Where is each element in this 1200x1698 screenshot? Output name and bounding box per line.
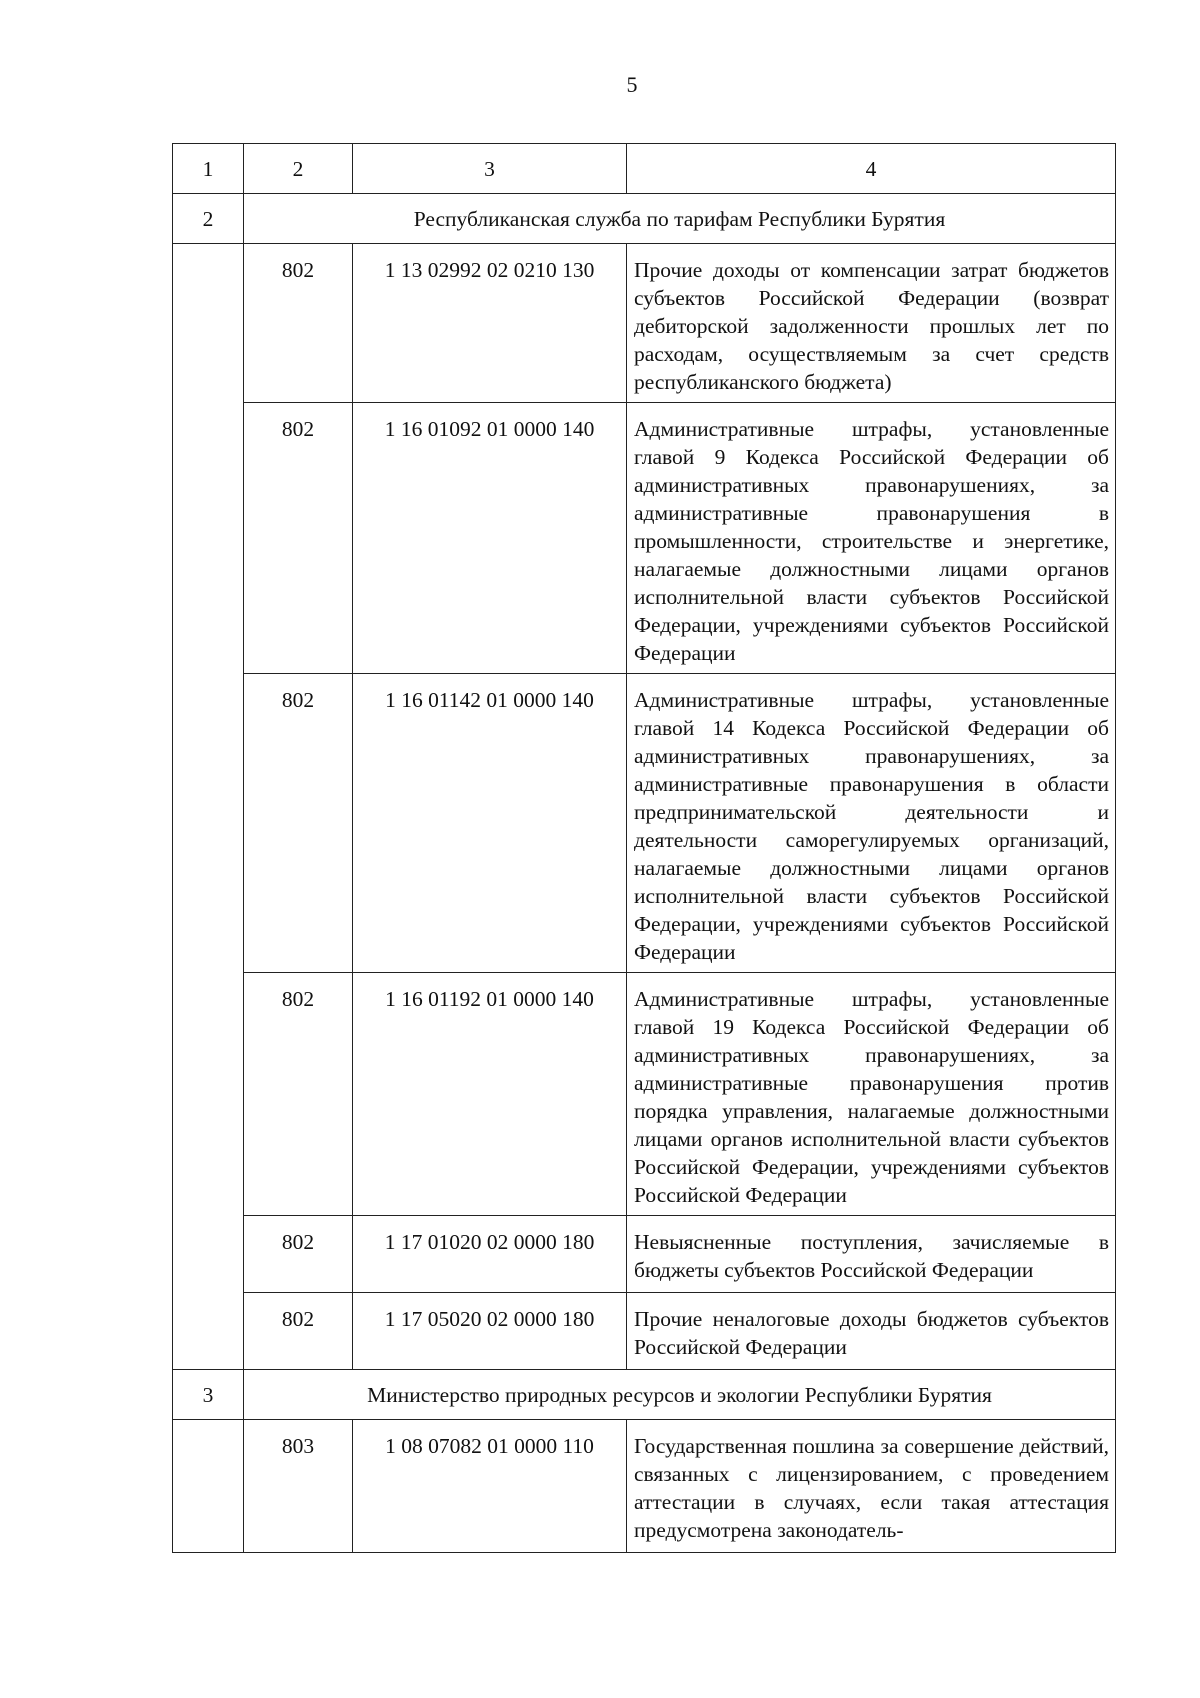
- revenue-description: Административные штрафы, установленные главой 9 Кодекса Российской Федерации об административных правонарушениях, за административные правонарушения в промышленности, строительстве и энергетике, налагаемые должностными лицами органов исполнительной власти субъектов Российской Федерации, учреждениями субъектов Российской Федерации: [627, 403, 1116, 674]
- admin-code: 802: [244, 403, 353, 674]
- admin-code: 802: [244, 1216, 353, 1293]
- header-col-2: 2: [244, 144, 353, 194]
- section-title: Республиканская служба по тарифам Республики Бурятия: [244, 194, 1116, 244]
- table-row: [173, 244, 1116, 403]
- section-number: 3: [173, 1370, 244, 1420]
- revenue-description: Прочие неналоговые доходы бюджетов субъектов Российской Федерации: [627, 1293, 1116, 1370]
- admin-code: 802: [244, 1293, 353, 1370]
- revenue-code: 1 17 01020 02 0000 180: [353, 1216, 627, 1293]
- revenue-description: Административные штрафы, установленные главой 14 Кодекса Российской Федерации об административных правонарушениях, за административные правонарушения в области предпринимательской деятельности и деятельности саморегулируемых организаций, налагаемые должностными лицами органов исполнительной власти субъектов Российской Федерации, учреждениями субъектов Российской Федерации: [627, 674, 1116, 973]
- table-row: [173, 1420, 1116, 1553]
- section-row: [173, 1370, 1116, 1420]
- admin-code: 802: [244, 973, 353, 1216]
- revenue-code: 1 08 07082 01 0000 110: [353, 1420, 627, 1553]
- admin-code: 803: [244, 1420, 353, 1553]
- section-number: 2: [173, 194, 244, 244]
- section-spacer-cell: [173, 244, 244, 1370]
- revenue-description: Невыясненные поступления, зачисляемые в бюджеты субъектов Российской Федерации: [627, 1216, 1116, 1293]
- revenue-description: Государственная пошлина за совершение действий, связанных с лицензированием, с проведением аттестации в случаях, если такая аттестация предусмотрена законодатель-: [627, 1420, 1116, 1553]
- section-title: Министерство природных ресурсов и экологии Республики Бурятия: [244, 1370, 1116, 1420]
- revenue-code: 1 17 05020 02 0000 180: [353, 1293, 627, 1370]
- revenue-code: 1 16 01142 01 0000 140: [353, 674, 627, 973]
- header-col-3: 3: [353, 144, 627, 194]
- table-row: [173, 1216, 1116, 1293]
- section-spacer-cell: [173, 1420, 244, 1553]
- revenue-code: 1 16 01092 01 0000 140: [353, 403, 627, 674]
- table-row: [173, 403, 1116, 674]
- admin-code: 802: [244, 674, 353, 973]
- revenue-codes-table: [172, 143, 1116, 1553]
- table-header-row: [173, 144, 1116, 194]
- section-row: [173, 194, 1116, 244]
- revenue-code: 1 16 01192 01 0000 140: [353, 973, 627, 1216]
- header-col-4: 4: [627, 144, 1116, 194]
- header-col-1: 1: [173, 144, 244, 194]
- admin-code: 802: [244, 244, 353, 403]
- table-row: [173, 674, 1116, 973]
- table-row: [173, 973, 1116, 1216]
- table-row: [173, 1293, 1116, 1370]
- page-number: 5: [626, 72, 638, 97]
- revenue-code: 1 13 02992 02 0210 130: [353, 244, 627, 403]
- revenue-description: Административные штрафы, установленные главой 19 Кодекса Российской Федерации об административных правонарушениях, за административные правонарушения против порядка управления, налагаемые должностными лицами органов исполнительной власти субъектов Российской Федерации, учреждениями субъектов Российской Федерации: [627, 973, 1116, 1216]
- revenue-description: Прочие доходы от компенсации затрат бюджетов субъектов Российской Федерации (возврат дебиторской задолженности прошлых лет по расходам, осуществляемым за счет средств республиканского бюджета): [627, 244, 1116, 403]
